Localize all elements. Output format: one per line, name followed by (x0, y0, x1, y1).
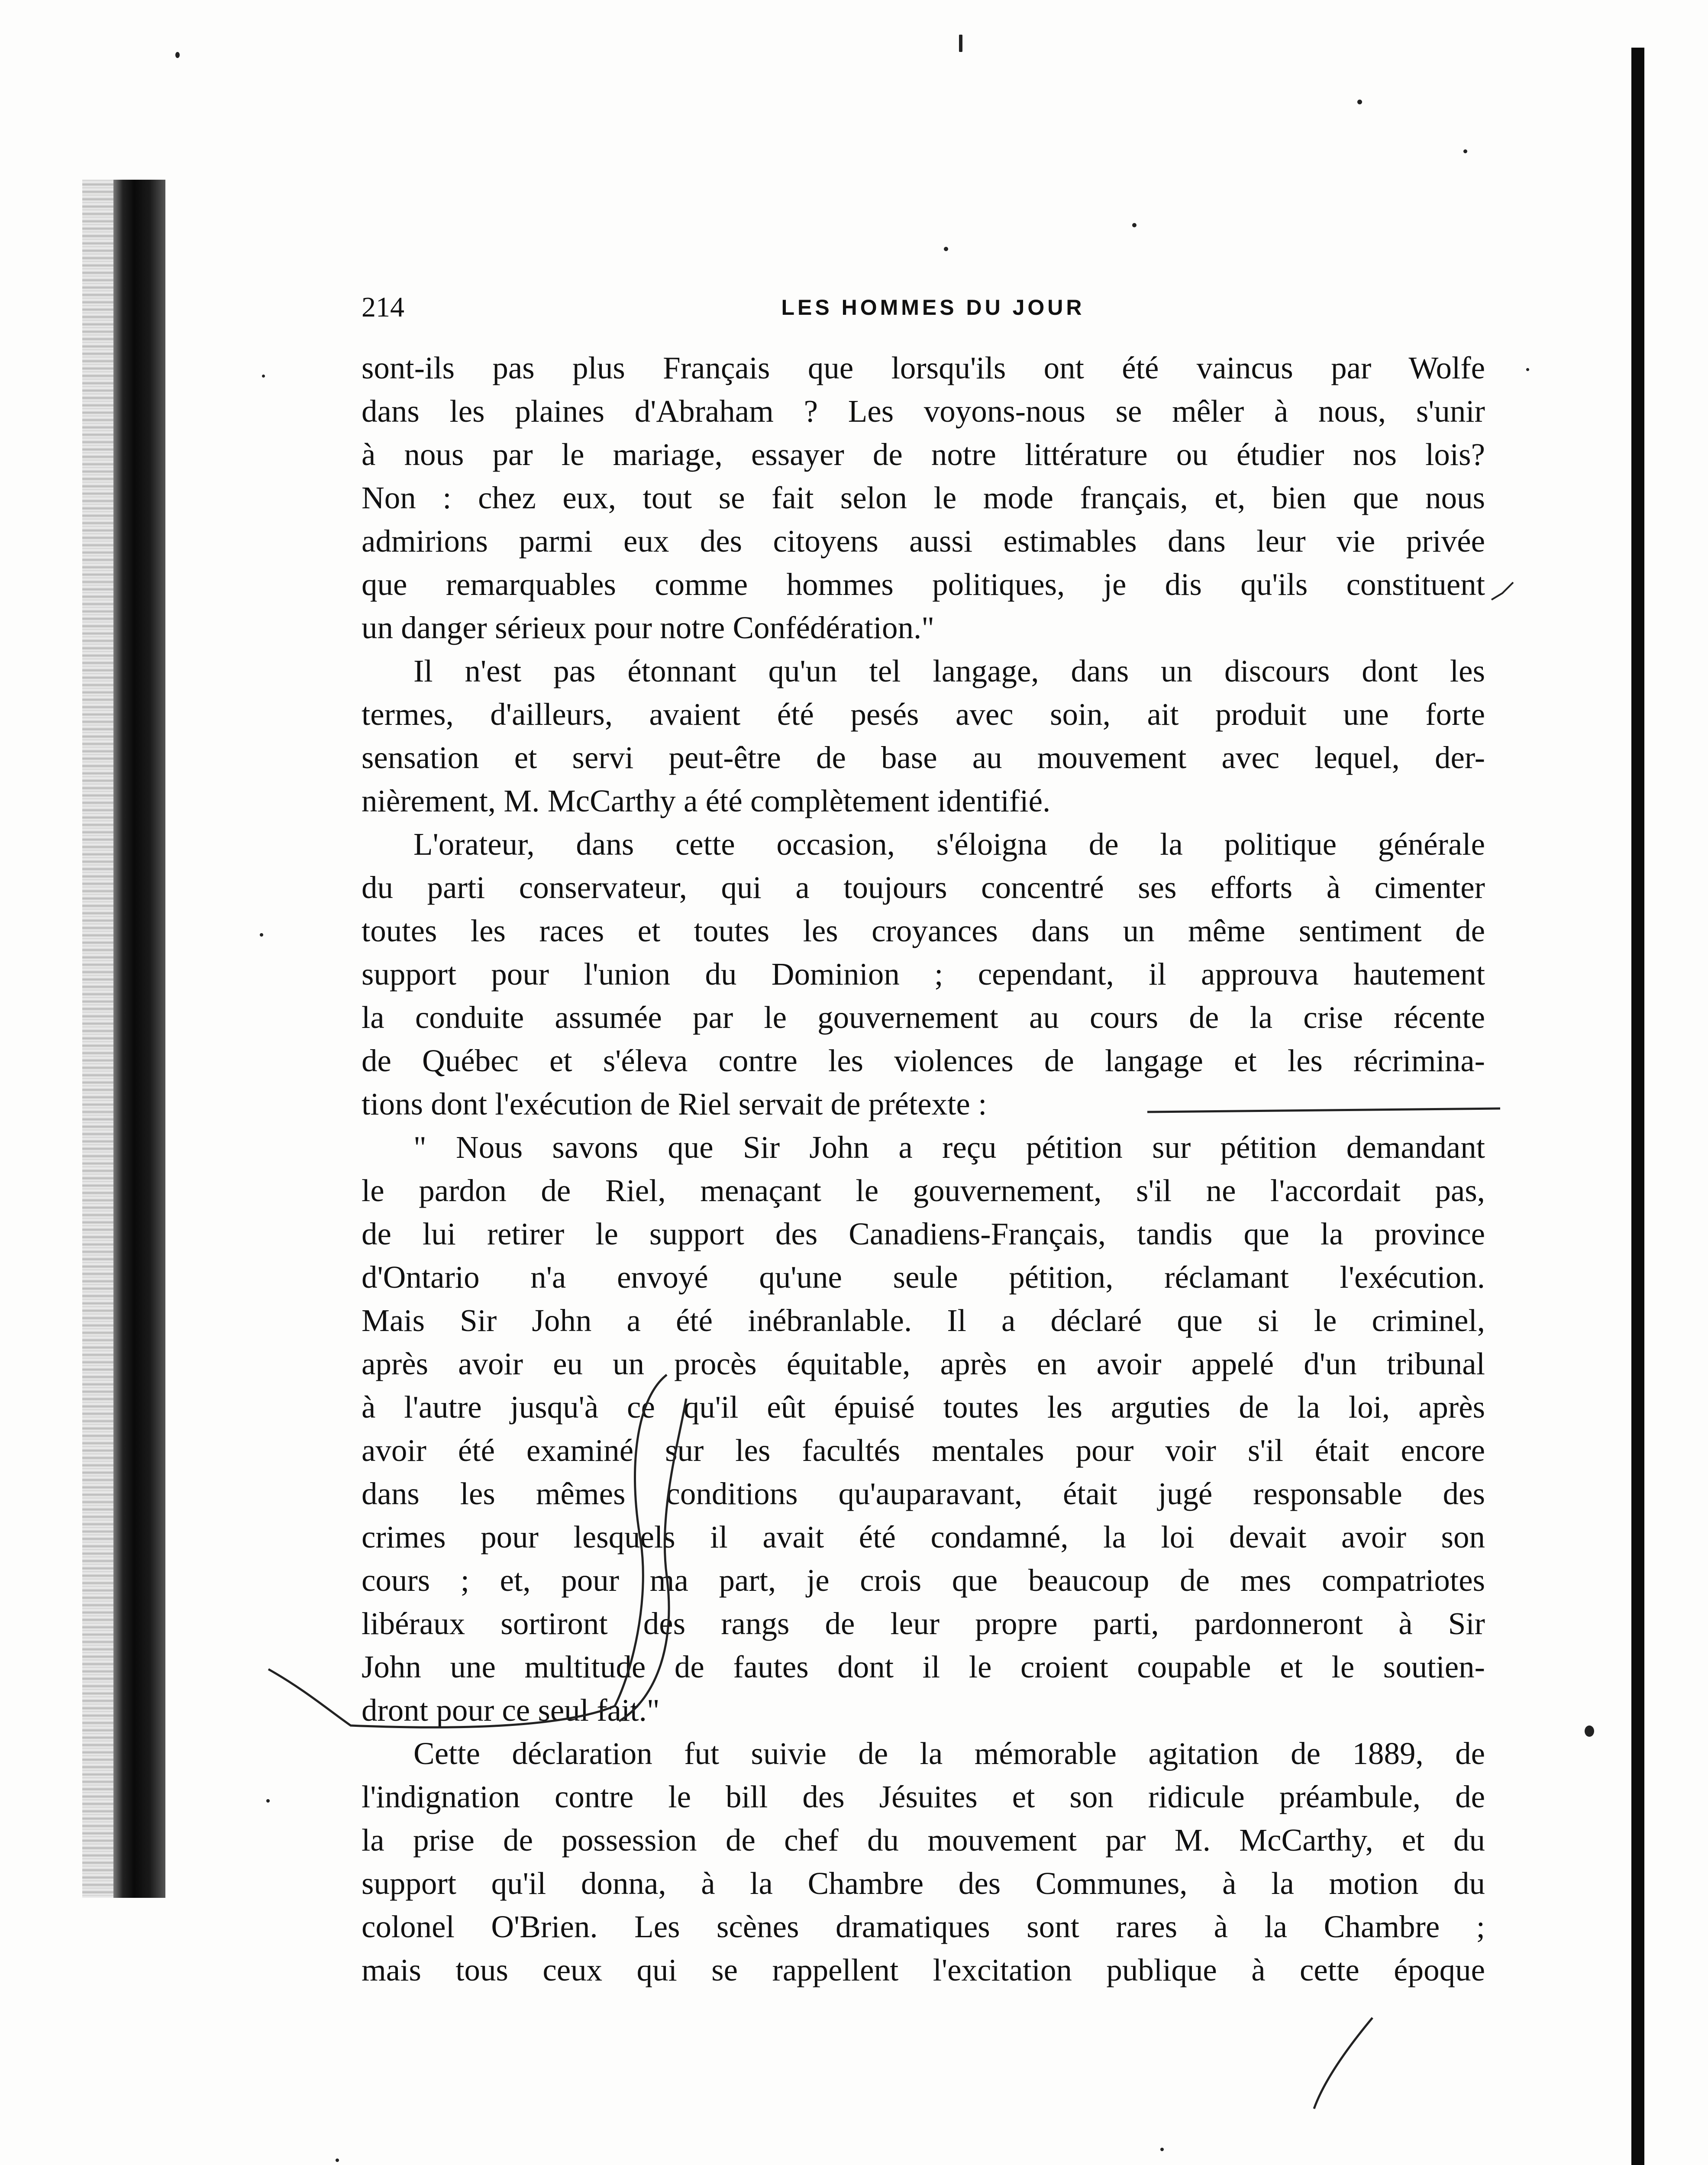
scan-speck (1160, 2148, 1164, 2151)
scan-speck (1585, 1726, 1594, 1737)
text-line: de lui retirer le support des Canadiens-Français, tandis que la province (362, 1216, 1485, 1251)
text-line: toutes les races et toutes les croyances dans un même sentiment de (362, 913, 1485, 948)
text-line: crimes pour lesquels il avait été condamné, la loi devait avoir son (362, 1519, 1485, 1554)
running-title: LES HOMMES DU JOUR (781, 295, 1085, 320)
text-line: à nous par le mariage, essayer de notre littérature ou étudier nos lois? (362, 437, 1485, 472)
body-text (362, 346, 1485, 1992)
scan-binding-noise (82, 180, 117, 1898)
text-line: Non : chez eux, tout se fait selon le mode français, et, bien que nous (362, 480, 1485, 515)
scan-speck (1357, 100, 1362, 104)
text-line: termes, d'ailleurs, avaient été pesés avec soin, ait produit une forte (362, 697, 1485, 732)
scan-speck (266, 1799, 270, 1803)
text-line: support pour l'union du Dominion ; cependant, il approuva hautement (362, 956, 1485, 992)
page-number: 214 (362, 291, 404, 323)
scan-speck (262, 375, 265, 378)
text-line: du parti conservateur, qui a toujours concentré ses efforts à cimenter (362, 870, 1485, 905)
pen-stroke (1314, 2018, 1372, 2109)
text-line: tions dont l'exécution de Riel servait de prétexte : (362, 1086, 987, 1121)
text-line: que remarquables comme hommes politiques, je dis qu'ils constituent (362, 567, 1485, 602)
text-line: nièrement, M. McCarthy a été complètement identifié. (362, 783, 1051, 818)
text-line: de Québec et s'éleva contre les violences de langage et les récrimina- (362, 1043, 1485, 1078)
scan-speck (959, 35, 962, 52)
text-line: sensation et servi peut-être de base au mouvement avec lequel, der- (362, 740, 1485, 775)
scan-speck (1463, 149, 1467, 153)
text-line: à l'autre jusqu'à ce qu'il eût épuisé toutes les arguties de la loi, après (362, 1389, 1485, 1425)
text-line: Mais Sir John a été inébranlable. Il a déclaré que si le criminel, (362, 1303, 1485, 1338)
text-line: colonel O'Brien. Les scènes dramatiques sont rares à la Chambre ; (362, 1909, 1485, 1944)
text-line: admirions parmi eux des citoyens aussi estimables dans leur vie privée (362, 523, 1485, 559)
scan-speck (175, 52, 180, 58)
text-line: un danger sérieux pour notre Confédération." (362, 610, 935, 645)
scan-speck (1526, 368, 1529, 371)
text-line: dans les plaines d'Abraham ? Les voyons-nous se mêler à nous, s'unir (362, 394, 1485, 429)
text-line: l'indignation contre le bill des Jésuites et son ridicule préambule, de (362, 1779, 1485, 1814)
text-line: mais tous ceux qui se rappellent l'excitation publique à cette époque (362, 1952, 1485, 1987)
text-line: avoir été examiné sur les facultés mentales pour voir s'il était encore (362, 1433, 1485, 1468)
text-line: la conduite assumée par le gouvernement au cours de la crise récente (362, 1000, 1485, 1035)
text-line: L'orateur, dans cette occasion, s'éloigna de la politique générale (413, 827, 1485, 862)
text-line: support qu'il donna, à la Chambre des Communes, à la motion du (362, 1866, 1485, 1901)
text-line: la prise de possession de chef du mouvement par M. McCarthy, et du (362, 1822, 1485, 1858)
text-line: " Nous savons que Sir John a reçu pétition sur pétition demandant (413, 1130, 1485, 1165)
scan-speck (260, 933, 263, 937)
scan-speck (944, 247, 948, 251)
text-line: libéraux sortiront des rangs de leur propre parti, pardonneront à Sir (362, 1606, 1485, 1641)
scan-speck (336, 2159, 339, 2162)
text-line: sont-ils pas plus Français que lorsqu'ils ont été vaincus par Wolfe (362, 350, 1485, 385)
text-line: le pardon de Riel, menaçant le gouvernement, s'il ne l'accordait pas, (362, 1173, 1485, 1208)
text-line: John une multitude de fautes dont il le croient coupable et le soutien- (362, 1649, 1485, 1684)
running-head (362, 288, 1505, 327)
scan-edge-right (1631, 48, 1644, 2165)
text-line: Il n'est pas étonnant qu'un tel langage, dans un discours dont les (413, 653, 1485, 688)
text-line: dans les mêmes conditions qu'auparavant, était jugé responsable des (362, 1476, 1485, 1511)
text-line: Cette déclaration fut suivie de la mémorable agitation de 1889, de (413, 1736, 1485, 1771)
text-line: après avoir eu un procès équitable, après en avoir appelé d'un tribunal (362, 1346, 1485, 1381)
pen-stroke (1492, 582, 1513, 600)
scan-speck (1132, 223, 1137, 227)
text-line: d'Ontario n'a envoyé qu'une seule pétition, réclamant l'exécution. (362, 1260, 1485, 1295)
scan-binding-shadow (113, 180, 165, 1898)
text-line: cours ; et, pour ma part, je crois que beaucoup de mes compatriotes (362, 1563, 1485, 1598)
text-line: dront pour ce seul fait." (362, 1693, 660, 1728)
